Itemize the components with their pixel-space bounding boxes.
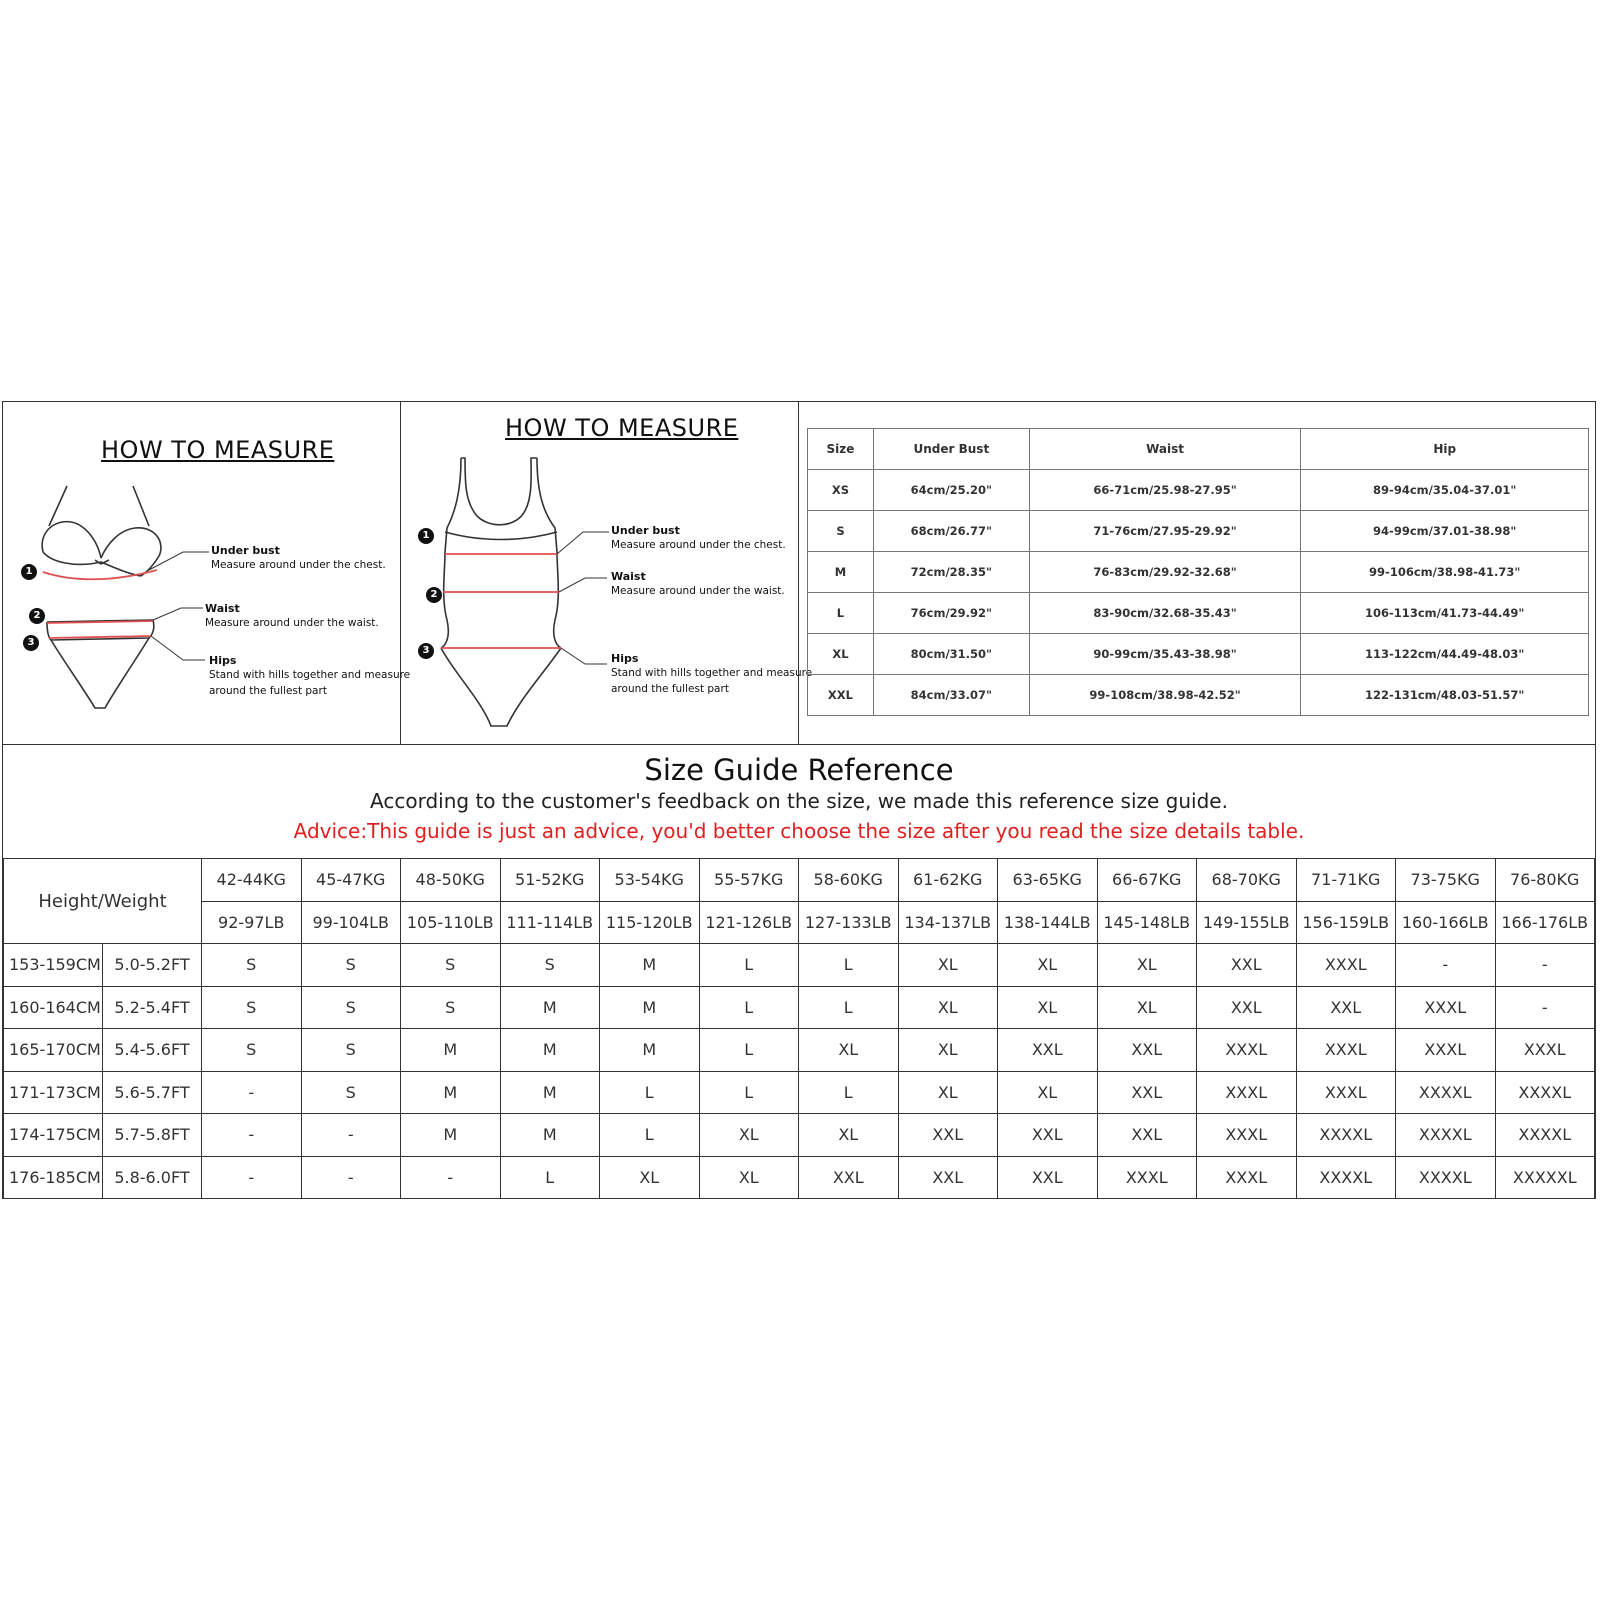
- hips-label: Hips Stand with hills together and measure around the fullest part: [209, 654, 411, 697]
- size-cell: XXL: [1097, 1029, 1197, 1072]
- weight-lb-header: 149-155LB: [1197, 901, 1297, 944]
- size-cell: XXXL: [1495, 1029, 1595, 1072]
- reference-subtitle: According to the customer's feedback on the size, we made this reference size guide.: [370, 789, 1228, 813]
- size-chart-sheet: [2, 401, 1596, 1199]
- reference-title: Size Guide Reference: [644, 753, 954, 787]
- table-row: [4, 986, 1595, 1029]
- size-cell: -: [1495, 944, 1595, 987]
- size-cell: S: [301, 944, 401, 987]
- size-cell: XXXL: [1396, 986, 1496, 1029]
- measurement-table-panel: [799, 402, 1595, 744]
- table-row: [808, 552, 1589, 593]
- height-ft-cell: 5.7-5.8FT: [103, 1114, 202, 1157]
- size-guide-reference-header: [3, 744, 1595, 858]
- table-row: [808, 470, 1589, 511]
- advice-text: Advice:This guide is just an advice, you'd better choose the size after you read the size details table.: [293, 819, 1305, 843]
- table-cell: XL: [808, 634, 874, 675]
- table-cell: XXL: [808, 675, 874, 716]
- column-header: Waist: [1029, 429, 1301, 470]
- table-row: [808, 634, 1589, 675]
- size-cell: XL: [998, 944, 1098, 987]
- size-cell: XL: [998, 986, 1098, 1029]
- size-cell: XXXXL: [1396, 1114, 1496, 1157]
- table-cell: 72cm/28.35": [873, 552, 1029, 593]
- size-cell: XXL: [1097, 1114, 1197, 1157]
- height-ft-cell: 5.2-5.4FT: [103, 986, 202, 1029]
- how-to-measure-title: HOW TO MEASURE: [101, 436, 335, 464]
- waist-label: Waist Measure around under the waist.: [205, 602, 379, 629]
- weight-lb-header: 92-97LB: [202, 901, 302, 944]
- table-cell: 64cm/25.20": [873, 470, 1029, 511]
- table-cell: 113-122cm/44.49-48.03": [1301, 634, 1589, 675]
- size-cell: XL: [699, 1114, 799, 1157]
- hips-label: Hips Stand with hills together and measure around the fullest part: [611, 652, 813, 695]
- size-guide-table: [3, 858, 1595, 1199]
- table-cell: XS: [808, 470, 874, 511]
- size-cell: L: [699, 986, 799, 1029]
- size-cell: XXL: [1097, 1071, 1197, 1114]
- size-cell: S: [202, 944, 302, 987]
- height-weight-corner: Height/Weight: [4, 859, 202, 944]
- step-badge: 1: [21, 564, 37, 580]
- table-cell: 83-90cm/32.68-35.43": [1029, 593, 1301, 634]
- table-row: [4, 1114, 1595, 1157]
- weight-kg-header: 51-52KG: [500, 859, 600, 902]
- table-cell: 89-94cm/35.04-37.01": [1301, 470, 1589, 511]
- size-cell: XXXL: [1197, 1029, 1297, 1072]
- size-cell: L: [699, 1029, 799, 1072]
- step-badge: 3: [23, 635, 39, 651]
- weight-kg-header: 53-54KG: [600, 859, 700, 902]
- size-cell: L: [699, 944, 799, 987]
- weight-kg-row: [4, 859, 1595, 902]
- table-cell: 76cm/29.92": [873, 593, 1029, 634]
- size-cell: XXXL: [1396, 1029, 1496, 1072]
- size-cell: -: [1495, 986, 1595, 1029]
- size-cell: L: [799, 944, 899, 987]
- size-cell: -: [301, 1114, 401, 1157]
- height-ft-cell: 5.0-5.2FT: [103, 944, 202, 987]
- table-cell: M: [808, 552, 874, 593]
- size-cell: L: [600, 1071, 700, 1114]
- table-row: [808, 593, 1589, 634]
- size-cell: XL: [898, 986, 998, 1029]
- table-cell: 90-99cm/35.43-38.98": [1029, 634, 1301, 675]
- table-cell: 99-106cm/38.98-41.73": [1301, 552, 1589, 593]
- size-cell: -: [301, 1156, 401, 1199]
- size-cell: XXL: [799, 1156, 899, 1199]
- measurement-table: [807, 428, 1589, 716]
- height-cm-cell: 153-159CM: [4, 944, 103, 987]
- height-cm-cell: 176-185CM: [4, 1156, 103, 1199]
- table-cell: 71-76cm/27.95-29.92": [1029, 511, 1301, 552]
- size-cell: XL: [898, 944, 998, 987]
- size-cell: -: [202, 1071, 302, 1114]
- table-row: [4, 1071, 1595, 1114]
- size-cell: M: [500, 986, 600, 1029]
- under-bust-label: Under bust Measure around under the chest.: [211, 544, 386, 571]
- how-to-measure-title: HOW TO MEASURE: [505, 414, 739, 442]
- size-cell: -: [202, 1114, 302, 1157]
- step-badge: 2: [426, 587, 442, 603]
- weight-lb-header: 121-126LB: [699, 901, 799, 944]
- size-cell: M: [500, 1029, 600, 1072]
- table-row: [4, 1029, 1595, 1072]
- weight-kg-header: 58-60KG: [799, 859, 899, 902]
- weight-kg-header: 55-57KG: [699, 859, 799, 902]
- under-bust-label: Under bust Measure around under the chest.: [611, 524, 786, 551]
- weight-kg-header: 66-67KG: [1097, 859, 1197, 902]
- size-cell: XXXL: [1197, 1114, 1297, 1157]
- size-cell: -: [401, 1156, 501, 1199]
- size-cell: XL: [898, 1071, 998, 1114]
- weight-lb-header: 134-137LB: [898, 901, 998, 944]
- weight-kg-header: 73-75KG: [1396, 859, 1496, 902]
- size-cell: XL: [699, 1156, 799, 1199]
- size-cell: S: [500, 944, 600, 987]
- size-cell: L: [799, 1071, 899, 1114]
- weight-kg-header: 71-71KG: [1296, 859, 1396, 902]
- table-cell: 106-113cm/41.73-44.49": [1301, 593, 1589, 634]
- size-cell: XXXL: [1296, 1071, 1396, 1114]
- table-cell: 94-99cm/37.01-38.98": [1301, 511, 1589, 552]
- size-cell: XXXL: [1097, 1156, 1197, 1199]
- size-cell: XL: [799, 1029, 899, 1072]
- weight-lb-header: 99-104LB: [301, 901, 401, 944]
- weight-kg-header: 61-62KG: [898, 859, 998, 902]
- step-badge: 2: [29, 608, 45, 624]
- bikini-measure-panel: [3, 402, 411, 744]
- weight-kg-header: 76-80KG: [1495, 859, 1595, 902]
- size-cell: XXXXXL: [1495, 1156, 1595, 1199]
- size-cell: XXL: [998, 1029, 1098, 1072]
- size-cell: M: [401, 1071, 501, 1114]
- weight-kg-header: 48-50KG: [401, 859, 501, 902]
- table-cell: S: [808, 511, 874, 552]
- size-cell: S: [301, 1071, 401, 1114]
- size-cell: S: [202, 1029, 302, 1072]
- weight-kg-header: 68-70KG: [1197, 859, 1297, 902]
- size-cell: M: [600, 944, 700, 987]
- size-cell: XL: [799, 1114, 899, 1157]
- weight-lb-row: [4, 901, 1595, 944]
- size-cell: XXL: [1197, 986, 1297, 1029]
- size-cell: XXXL: [1296, 1029, 1396, 1072]
- size-cell: L: [600, 1114, 700, 1157]
- size-cell: L: [699, 1071, 799, 1114]
- height-ft-cell: 5.6-5.7FT: [103, 1071, 202, 1114]
- weight-lb-header: 145-148LB: [1097, 901, 1197, 944]
- weight-lb-header: 115-120LB: [600, 901, 700, 944]
- table-cell: 66-71cm/25.98-27.95": [1029, 470, 1301, 511]
- size-cell: XL: [600, 1156, 700, 1199]
- table-header-row: [808, 429, 1589, 470]
- size-cell: XXL: [998, 1156, 1098, 1199]
- weight-lb-header: 156-159LB: [1296, 901, 1396, 944]
- size-cell: M: [500, 1071, 600, 1114]
- size-cell: L: [799, 986, 899, 1029]
- table-cell: 76-83cm/29.92-32.68": [1029, 552, 1301, 593]
- table-row: [4, 944, 1595, 987]
- size-cell: XXL: [898, 1114, 998, 1157]
- size-cell: XXXL: [1197, 1071, 1297, 1114]
- size-cell: XXXXL: [1296, 1156, 1396, 1199]
- size-cell: XXL: [998, 1114, 1098, 1157]
- table-cell: 122-131cm/48.03-51.57": [1301, 675, 1589, 716]
- size-cell: S: [401, 944, 501, 987]
- step-badge: 3: [418, 643, 434, 659]
- table-cell: L: [808, 593, 874, 634]
- table-row: [808, 675, 1589, 716]
- weight-kg-header: 42-44KG: [202, 859, 302, 902]
- size-cell: XXL: [898, 1156, 998, 1199]
- size-cell: XXXXL: [1296, 1114, 1396, 1157]
- size-cell: S: [202, 986, 302, 1029]
- size-cell: M: [401, 1114, 501, 1157]
- size-cell: XXXXL: [1495, 1071, 1595, 1114]
- height-ft-cell: 5.8-6.0FT: [103, 1156, 202, 1199]
- column-header: Size: [808, 429, 874, 470]
- size-cell: XL: [998, 1071, 1098, 1114]
- size-cell: XL: [1097, 986, 1197, 1029]
- size-cell: XXXXL: [1495, 1114, 1595, 1157]
- step-badge: 1: [418, 528, 434, 544]
- size-cell: XXL: [1197, 944, 1297, 987]
- height-cm-cell: 160-164CM: [4, 986, 103, 1029]
- size-cell: XXXXL: [1396, 1156, 1496, 1199]
- height-cm-cell: 174-175CM: [4, 1114, 103, 1157]
- size-cell: -: [202, 1156, 302, 1199]
- weight-lb-header: 127-133LB: [799, 901, 899, 944]
- table-cell: 80cm/31.50": [873, 634, 1029, 675]
- weight-lb-header: 166-176LB: [1495, 901, 1595, 944]
- size-cell: S: [301, 986, 401, 1029]
- size-cell: M: [600, 1029, 700, 1072]
- size-cell: M: [600, 986, 700, 1029]
- table-row: [808, 511, 1589, 552]
- size-cell: XXXL: [1296, 944, 1396, 987]
- weight-lb-header: 138-144LB: [998, 901, 1098, 944]
- size-cell: L: [500, 1156, 600, 1199]
- size-cell: M: [500, 1114, 600, 1157]
- onepiece-measure-panel: [401, 402, 813, 744]
- column-header: Hip: [1301, 429, 1589, 470]
- table-row: [4, 1156, 1595, 1199]
- size-cell: XL: [898, 1029, 998, 1072]
- size-cell: XXL: [1296, 986, 1396, 1029]
- table-cell: 68cm/26.77": [873, 511, 1029, 552]
- height-cm-cell: 165-170CM: [4, 1029, 103, 1072]
- size-cell: S: [401, 986, 501, 1029]
- height-cm-cell: 171-173CM: [4, 1071, 103, 1114]
- size-cell: M: [401, 1029, 501, 1072]
- column-header: Under Bust: [873, 429, 1029, 470]
- weight-lb-header: 105-110LB: [401, 901, 501, 944]
- size-cell: -: [1396, 944, 1496, 987]
- size-cell: XXXL: [1197, 1156, 1297, 1199]
- size-cell: XL: [1097, 944, 1197, 987]
- height-ft-cell: 5.4-5.6FT: [103, 1029, 202, 1072]
- weight-lb-header: 111-114LB: [500, 901, 600, 944]
- table-cell: 84cm/33.07": [873, 675, 1029, 716]
- size-cell: S: [301, 1029, 401, 1072]
- weight-kg-header: 45-47KG: [301, 859, 401, 902]
- waist-label: Waist Measure around under the waist.: [611, 570, 785, 597]
- table-cell: 99-108cm/38.98-42.52": [1029, 675, 1301, 716]
- weight-lb-header: 160-166LB: [1396, 901, 1496, 944]
- weight-kg-header: 63-65KG: [998, 859, 1098, 902]
- size-cell: XXXXL: [1396, 1071, 1496, 1114]
